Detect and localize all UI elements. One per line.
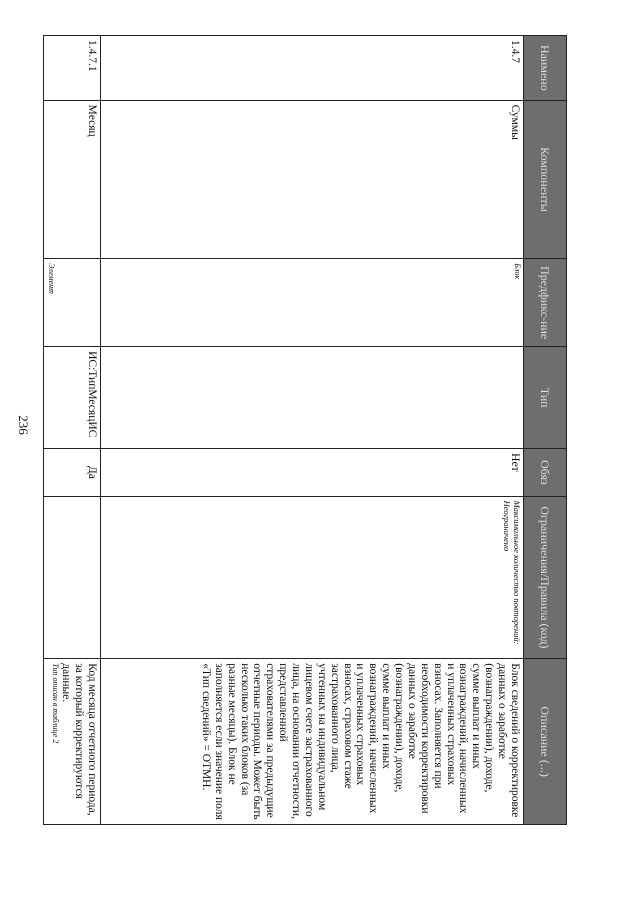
- table-row: [101, 36, 524, 825]
- cell-type: ИС:ТипМесяцИС: [44, 347, 101, 449]
- cell-limits: [44, 496, 101, 659]
- cell-description-wrap: [44, 659, 101, 825]
- cell-description: Код месяца отчетного периода, за который корректируются данные.: [60, 663, 98, 816]
- cell-kind: Элемент: [44, 259, 101, 347]
- cell-code: 1.4.7: [101, 36, 524, 101]
- cell-name: Суммы: [101, 100, 524, 259]
- cell-type: [101, 347, 524, 449]
- cell-required: Да: [44, 449, 101, 496]
- cell-name: Месяц: [44, 100, 101, 259]
- header-type: Тип: [524, 347, 567, 449]
- header-limits: Ограничения/Правила (код): [524, 496, 567, 659]
- header-required: Обяз: [524, 449, 567, 496]
- page-number: 236: [16, 415, 31, 435]
- table-header-row: [524, 36, 567, 825]
- cell-required: Нет: [101, 449, 524, 496]
- cell-code: 1.4.7.1: [44, 36, 101, 101]
- header-kind: Предфикс-ние: [524, 259, 567, 347]
- header-code: Наимено: [524, 36, 567, 101]
- table-row: [44, 36, 101, 825]
- spec-table: [43, 35, 567, 825]
- header-name: Компоненты: [524, 100, 567, 259]
- cell-kind: Блок: [101, 259, 524, 347]
- cell-description-note: Тип описан в таблице 2: [51, 663, 61, 744]
- header-description: Описание (...): [524, 659, 567, 825]
- rotated-table-container: [46, 35, 567, 825]
- cell-description: Блок сведений о корректировке данных о заработке (вознаграждении), доходе, сумме выплат и иных вознаграждений, начисленных и уплаченных страховых взносах. Заполняется при необходимости корректировки данных о заработке (вознаграждении), доходе, сумме выплат и иных вознаграждений, начисленных и уплаченных страховых взносах, страховом стаже застрахованного лица, учтенных на индивидуальном лицевом счете застрахованного лица, на основании отчетности, представленной страхователями за предыдущие отчетные периоды. Может быть несколько таких блоков (за разные месяцы). Блок не заполняется если значение поля «Тип сведений» = ОТМН.: [101, 659, 524, 825]
- cell-limits: Максимальное количество повторений: Неограничено: [101, 496, 524, 659]
